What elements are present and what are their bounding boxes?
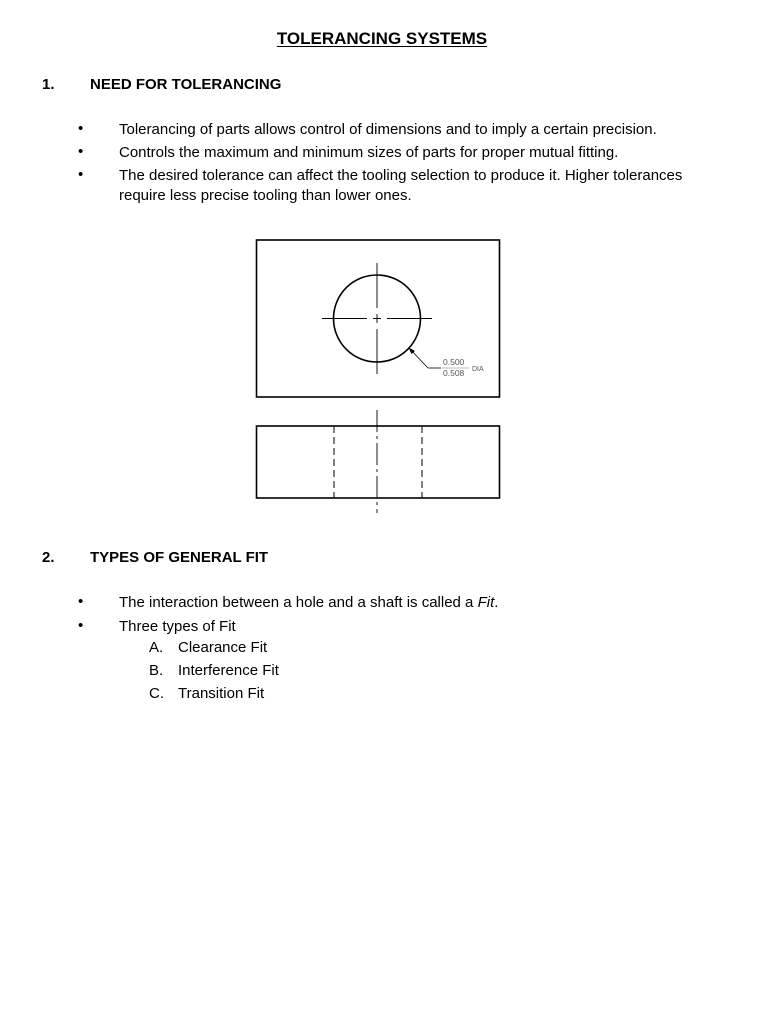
front-view-outline bbox=[257, 426, 500, 498]
page-title: TOLERANCING SYSTEMS bbox=[276, 29, 488, 48]
fit-type-interference: Interference Fit bbox=[178, 662, 279, 679]
bullet-icon: • bbox=[78, 166, 84, 183]
list-item: Three types of Fit bbox=[119, 618, 236, 635]
front-view bbox=[257, 410, 500, 513]
list-item: The desired tolerance can affect the tooling selection to produce it. Higher tolerances require less precise tooling than lower ones. bbox=[119, 167, 683, 204]
bullet-icon: • bbox=[78, 617, 84, 634]
dimension-unit: DIA bbox=[472, 366, 484, 373]
list-item: Controls the maximum and minimum sizes of parts for proper mutual fitting. bbox=[119, 144, 619, 161]
section-1-number: 1. bbox=[42, 76, 55, 93]
fit-letter: B. bbox=[149, 662, 164, 679]
fit-type-transition: Transition Fit bbox=[178, 685, 265, 702]
section-2-heading: TYPES OF GENERAL FIT bbox=[90, 549, 269, 566]
fit-letter: A. bbox=[149, 639, 164, 656]
bullet-icon: • bbox=[78, 143, 84, 160]
bullet-icon: • bbox=[78, 593, 84, 610]
fit-definition-text: The interaction between a hole and a shaft is called a bbox=[119, 594, 478, 611]
fit-letter: C. bbox=[149, 685, 164, 702]
section-1-heading: NEED FOR TOLERANCING bbox=[90, 76, 282, 93]
section-2-number: 2. bbox=[42, 549, 55, 566]
dimension-lower: 0.508 bbox=[443, 368, 465, 378]
fit-type-clearance: Clearance Fit bbox=[178, 639, 268, 656]
fit-definition-end: . bbox=[494, 594, 499, 611]
center-marks bbox=[322, 263, 432, 374]
dimension-upper: 0.500 bbox=[443, 357, 465, 367]
bullet-icon: • bbox=[78, 120, 84, 137]
list-item: Tolerancing of parts allows control of dimensions and to imply a certain precision. bbox=[119, 121, 657, 138]
list-item bbox=[119, 593, 729, 613]
fit-term: Fit bbox=[477, 594, 495, 611]
